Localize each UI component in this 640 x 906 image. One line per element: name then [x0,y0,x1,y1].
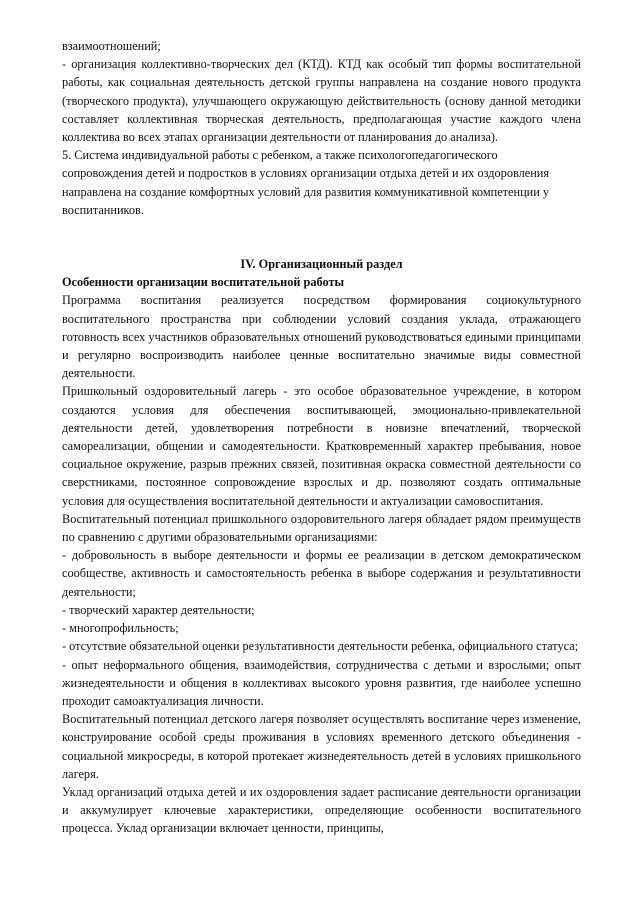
section-title: IV. Организационный раздел [240,257,403,272]
list-item: - творческий характер деятельности; [62,602,255,617]
list-item: - опыт неформального общения, взаимодействия, сотрудничества с детьми и взрослыми; опыт жизнедеятельности и общения в коллективах высокого уровня развития, где наиболее успешно проходит самоактуализация личности. [62,657,581,708]
paragraph: Программа воспитания реализуется посредством формирования социокультурного воспитательного пространства при соблюдении условий создания уклада, отражающего готовность всех участников образовательных отношений руководствоваться едиными принципами и регулярно воспроизводить наиболее ценные воспитательно значимые виды совместной деятельности. [62,293,581,381]
list-item: - отсутствие обязательной оценки результативности деятельности ребенка, официального статуса; [62,639,579,654]
list-item: - многопрофильность; [62,621,179,636]
paragraph: Воспитательный потенциал пришкольного оздоровительного лагеря обладает рядом преимуществ по сравнению с другими образовательными организациями: [62,511,581,545]
paragraph: взаимоотношений; [62,39,161,53]
paragraph: Воспитательный потенциал детского лагеря позволяет осуществлять воспитание через изменение, конструирование особой среды проживания в условиях временного детского объединения - социальной микросреды, в которой протекает жизнедеятельность детей в условиях пришкольного лагеря. [62,712,581,781]
subsection-title: Особенности организации воспитательной работы [62,275,345,290]
paragraph: Уклад организаций отдыха детей и их оздоровления задает расписание деятельности организации и аккумулирует ключевые характеристики, определяющие особенности воспитательного процесса. Уклад организации включает ценности, принципы, [62,784,581,836]
page-content [62,37,581,838]
section-gap [62,219,581,255]
paragraph: Пришкольный оздоровительный лагерь - это особое образовательное учреждение, в котором создаются условия для обеспечения воспитывающей, эмоционально-привлекательной деятельности детей, удовлетворения потребности в новизне впечатлений, творческой самореализации, общении и самодеятельности. Кратковременный характер пребывания, новое социальное окружение, разрыв прежних связей, позитивная окраска совместной деятельности со сверстниками, постоянное сопровождение взрослых и др. позволяют создать оптимальные условия для осуществления воспитательной деятельности и актуализации самовоспитания. [62,384,581,508]
list-item-ktd: - организация коллективно-творческих дел (КТД). КТД как особый тип формы воспитательной работы, как социальная деятельность детской группы направлена на создание нового продукта (творческого продукта), улучшающего окружающую действительность (основу данной методики составляет коллективная творческая деятельность, предполагающая участие каждого члена коллектива во всех этапах организации деятельности от планирования до анализа). [62,57,581,145]
list-item: - добровольность в выборе деятельности и формы ее реализации в детском демократическом сообществе, активность и самостоятельность ребенка в выборе содержания и результативности деятельности; [62,548,581,599]
paragraph-individual-work: 5. Система индивидуальной работы с ребенком, а также психологопедагогического сопровождения детей и подростков в условиях организации отдыха детей и их оздоровления направлена на создание комфортных условий для развития коммуникативной компетенции у воспитанников. [62,148,550,217]
